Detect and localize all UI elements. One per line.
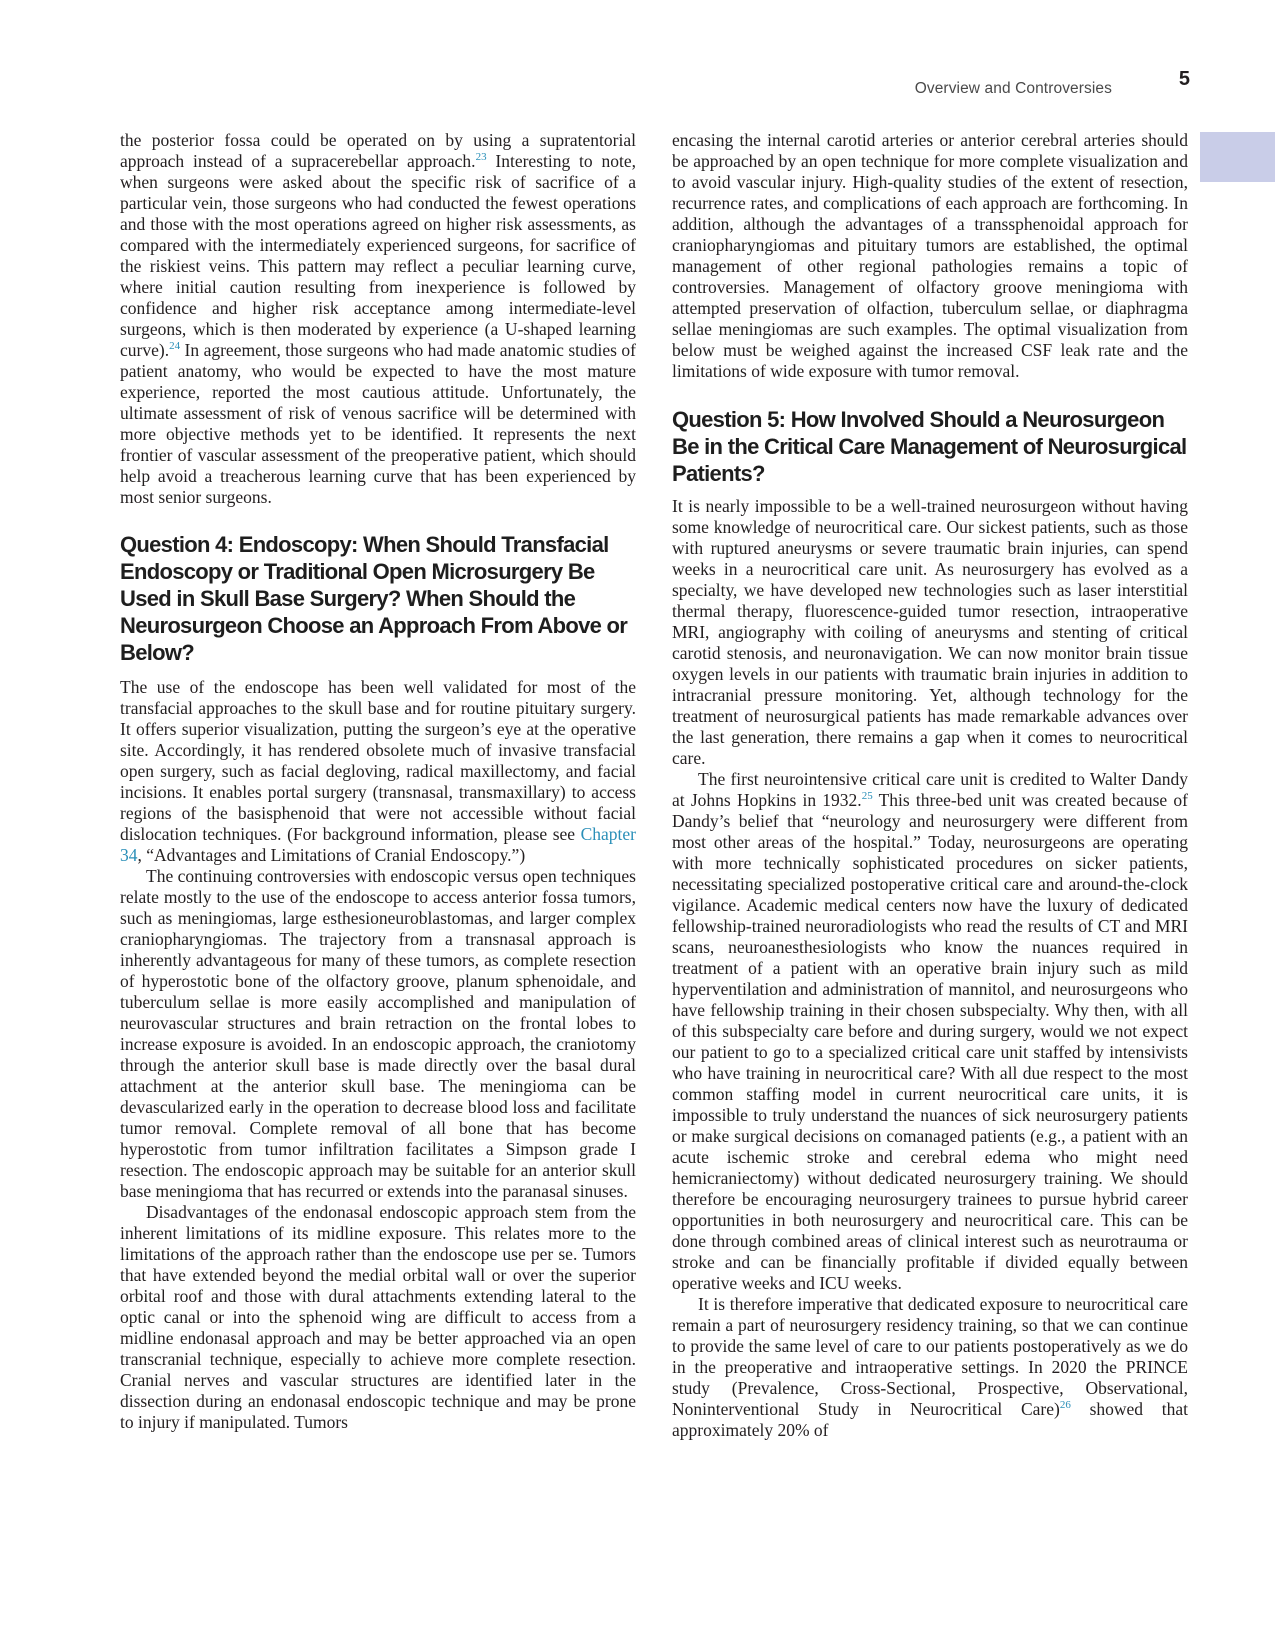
- paragraph: Disadvantages of the endonasal endoscopic approach stem from the inherent limitations of its midline exposure. This relates more to the limitations of the approach rather than the endoscope use per se. Tumors that have extended beyond the medial orbital wall or over the superior orbital roof and those with dural attachments extending lateral to the optic canal or into the sphenoid wing are difficult to access from a midline endonasal approach and may be better approached via an open transcranial technique, especially to achieve more complete resection. Cranial nerves and vascular structures are identified later in the dissection during an endonasal endoscopic technique and may be prone to injury if manipulated. Tumors: [120, 1202, 636, 1432]
- paragraph: The continuing controversies with endoscopic versus open techniques relate mostly to the use of the endoscope to access anterior fossa tumors, such as meningiomas, large esthesioneuroblastomas, and larger complex craniopharyngiomas. The trajectory from a transnasal approach is inherently advantageous for many of these tumors, as complete resection of hyperostotic bone of the olfactory groove, planum sphenoidale, and tuberculum sellae is more easily accomplished and manipulation of neurovascular structures and brain retraction on the frontal lobes to increase exposure is avoided. In an endoscopic approach, the craniotomy through the anterior skull base is made directly over the basal dural attachment at the anterior skull base. The meningioma can be devascularized early in the operation to decrease blood loss and facilitate tumor removal. Complete removal of all bone that has become hyperostotic from tumor infiltration facilitates a Simpson grade I resection. The endoscopic approach may be suitable for an anterior skull base meningioma that has recurred or extends into the paranasal sinuses.: [120, 866, 636, 1201]
- chapter-edge-tab: [1200, 132, 1275, 182]
- reference-link-23[interactable]: 23: [475, 151, 487, 164]
- section-heading-question-5: Question 5: How Involved Should a Neurosurgeon Be in the Critical Care Management of Neurosurgical Patients?: [672, 407, 1187, 486]
- reference-link-26[interactable]: 26: [1059, 1399, 1071, 1412]
- paragraph: It is nearly impossible to be a well-trained neurosurgeon without having some knowledge of neurocritical care. Our sickest patients, such as those with ruptured aneurysms or severe traumatic brain injuries, can spend weeks in a neurocritical care unit. As neurosurgery has evolved as a specialty, we have developed new technologies such as laser interstitial thermal therapy, fluorescence-guided tumor resection, intraoperative MRI, angiography with coiling of aneurysms and stenting of critical carotid stenosis, and neuronavigation. We can now monitor brain tissue oxygen levels in our patients with traumatic brain injuries in addition to intracranial pressure monitoring. Yet, although technology for the treatment of neurosurgical patients has made remarkable advances over the last generation, there remains a gap when it comes to neurocritical care.: [672, 496, 1188, 768]
- paragraph: It is therefore imperative that dedicated exposure to neurocritical care remain a part of neurosurgery residency training, so that we can continue to provide the same level of care to our patients postoperatively as we do in the preoperative and intraoperative settings. In 2020 the PRINCE study (Prevalence, Cross-Sectional, Prospective, Observational, Noninterventional Study in Neurocritical Care)$^{26}$ showed that approximately 20% of: [672, 1294, 1188, 1440]
- left-column: [120, 130, 636, 1433]
- reference-link-24[interactable]: 24: [169, 340, 181, 353]
- page-number: 5: [1178, 68, 1190, 90]
- paragraph: The first neurointensive critical care unit is credited to Walter Dandy at Johns Hopkins in 1932.25 This three-bed unit was created because of Dandy’s belief that “neurology and neurosurgery were different from most other areas of the hospital.” Today, neurosurgeons are operating with more technically sophisticated procedures on sicker patients, necessitating specialized postoperative critical care and around-the-clock vigilance. Academic medical centers now have the luxury of dedicated fellowship-trained neuroradiologists who read the results of CT and MRI scans, neuroanesthesiologists who know the nuances required in treatment of a patient with an operative brain injury such as mild hyperventilation and administration of mannitol, and neurosurgeons who have fellowship training in their chosen subspecialty. Why then, with all of this subspecialty care before and during surgery, would we not expect our patient to go to a specialized critical care unit staffed by intensivists who have training in neurocritical care? With all due respect to the most common staffing model in current neurocritical care units, it is impossible to truly understand the nuances of sick neurosurgery patients or make surgical decisions on comanaged patients (e.g., a patient with an acute ischemic stroke and cerebral edema who might need hemicraniectomy) without dedicated neurosurgery training. We should therefore be encouraging neurosurgery trainees to pursue hybrid career opportunities in both neurosurgery and neurocritical care. This can be done through combined areas of clinical interest such as neurotrauma or stroke and can be financially profitable if divided equally between operative weeks and ICU weeks.: [672, 769, 1188, 1293]
- chapter-34-link[interactable]: Chapter 34: [120, 824, 636, 865]
- paragraph: the posterior fossa could be operated on by using a supratentorial approach instead of a supracerebellar approach.$^{23}$ Interesting to note, when surgeons were asked about the specific risk of sacrifice of a particular vein, those surgeons who had conducted the fewest operations and those with the most operations agreed on higher risk assessments, as compared with the intermediately experienced surgeons, for sacrifice of the riskiest veins. This pattern may reflect a peculiar learning curve, where initial caution resulting from inexperience is followed by confidence and higher risk acceptance among intermediate-level surgeons, which is then moderated by experience (a U-shaped learning curve).$^{24}$ In agreement, those surgeons who had made anatomic studies of patient anatomy, who would be expected to have the most mature experience, reported the most cautious attitude. Unfortunately, the ultimate assessment of risk of venous sacrifice will be determined with more objective methods yet to be identified. It represents the next frontier of vascular assessment of the preoperative patient, which should help avoid a treacherous learning curve that has been experienced by most senior surgeons.: [120, 130, 636, 507]
- paragraph: The use of the endoscope has been well validated for most of the transfacial approaches to the skull base and for routine pituitary surgery. It offers superior visualization, putting the surgeon’s eye at the operative site. Accordingly, it has rendered obsolete much of invasive transfacial open surgery, such as facial degloving, radical maxillectomy, and facial incisions. It enables portal surgery (transnasal, transmaxillary) to access regions of the basisphenoid that were not accessible without facial dislocation techniques. (For background information, please see Chapter 34, “Advantages and Limitations of Cranial Endoscopy.”): [120, 677, 636, 865]
- paragraph: encasing the internal carotid arteries or anterior cerebral arteries should be approached by an open technique for more complete visualization and to avoid vascular injury. High-quality studies of the extent of resection, recurrence rates, and complications of each approach are forthcoming. In addition, although the advantages of a transsphenoidal approach for craniopharyngiomas and pituitary tumors are established, the optimal management of other regional pathologies remains a topic of controversies. Management of olfactory groove meningioma with attempted preservation of olfaction, tuberculum sellae, or diaphragma sellae meningiomas are such examples. The optimal visualization from below must be weighed against the increased CSF leak rate and the limitations of wide exposure with tumor removal.: [672, 130, 1188, 381]
- running-head: Overview and Controversies: [914, 80, 1112, 97]
- right-column: [672, 130, 1188, 1441]
- section-heading-question-4: Question 4: Endoscopy: When Should Transfacial Endoscopy or Traditional Open Microsurgery Be Used in Skull Base Surgery? When Should the Neurosurgeon Choose an Approach From Above or Below?: [120, 532, 628, 665]
- reference-link-25[interactable]: 25: [861, 790, 873, 803]
